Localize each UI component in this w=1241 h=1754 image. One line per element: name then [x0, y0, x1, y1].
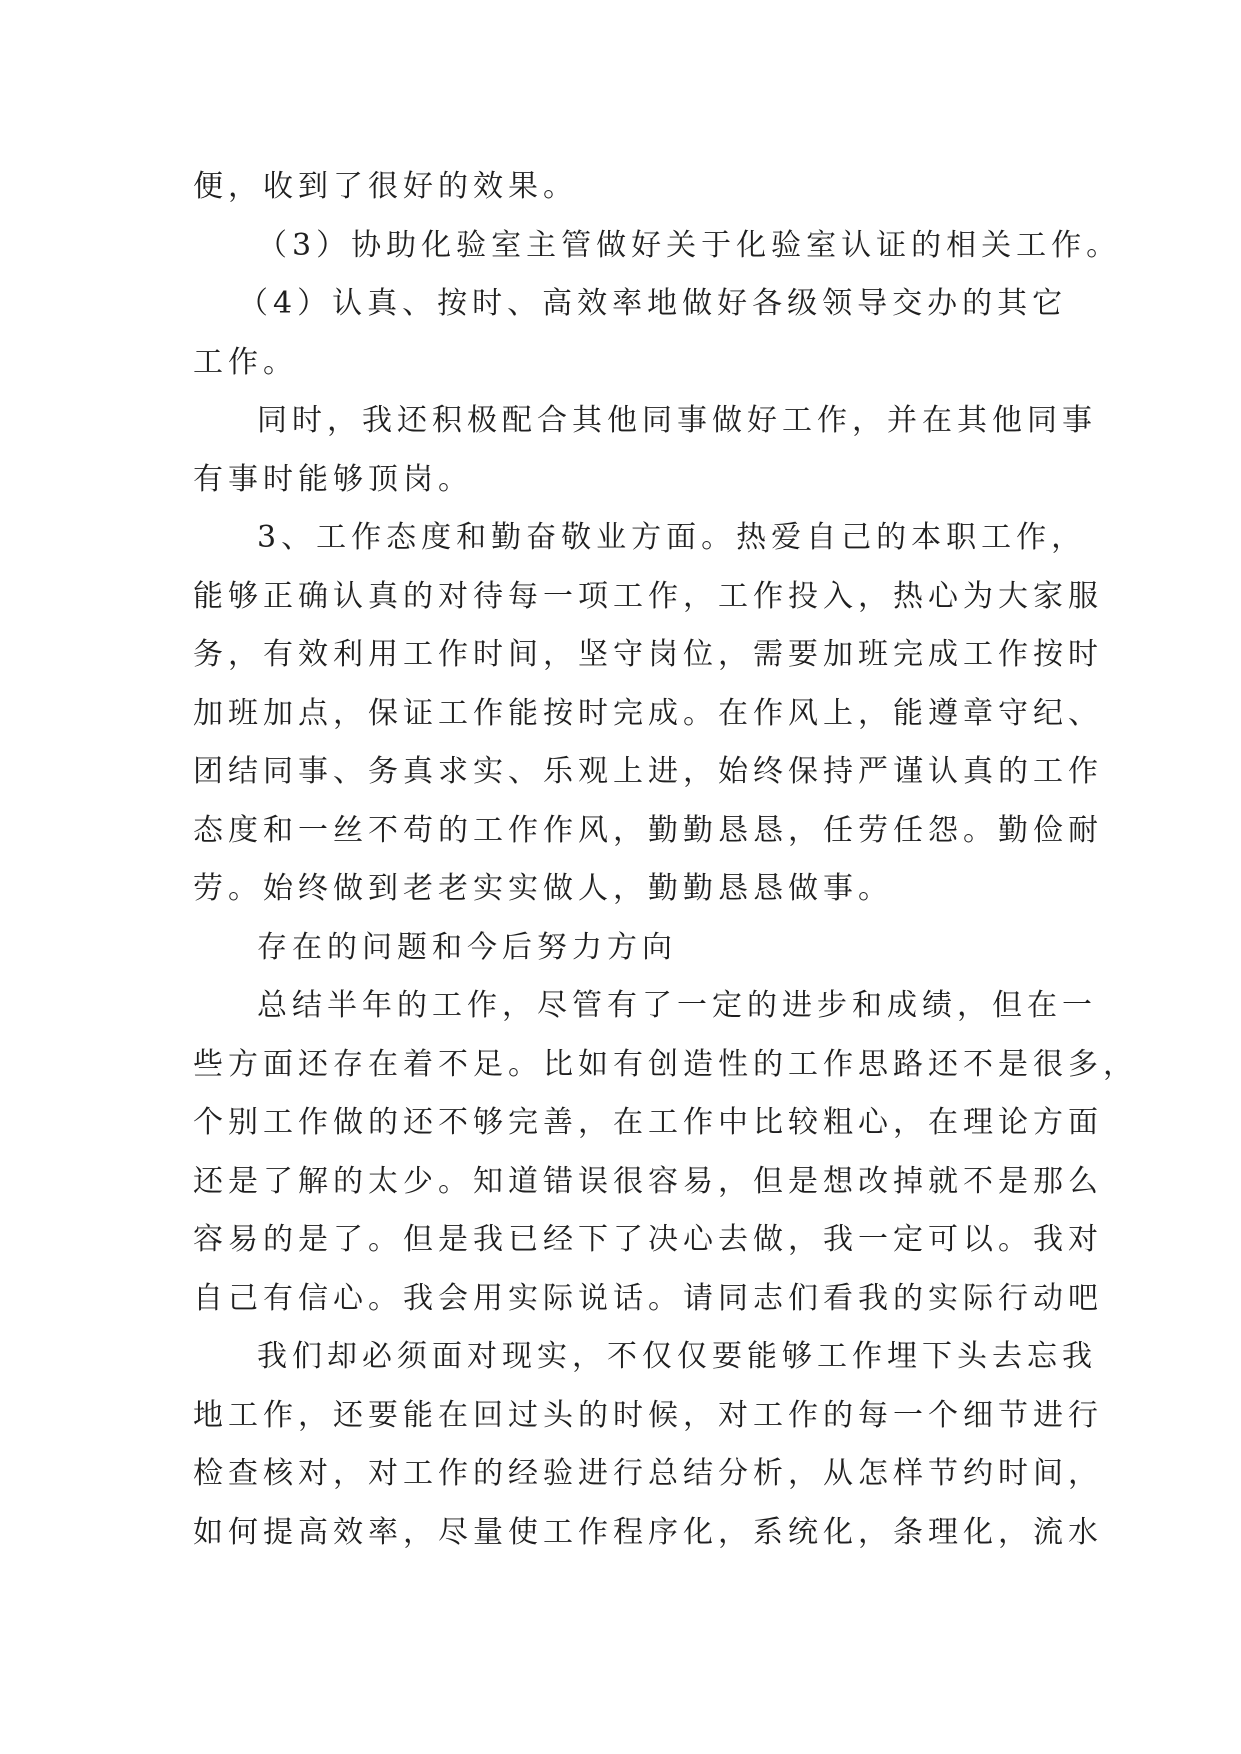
text-line-6: 有事时能够顶岗。	[193, 461, 473, 497]
text-line-8: 能够正确认真的对待每一项工作，工作投入，热心为大家服	[193, 578, 1103, 614]
text-line-13: 劳。始终做到老老实实做人，勤勤恳恳做事。	[193, 871, 893, 906]
text-line-23: 检查核对，对工作的经验进行总结分析，从怎样节约时间，	[193, 1456, 1103, 1491]
text-line-16: 些方面还存在着不足。比如有创造性的工作思路还不是很多，	[193, 1046, 1138, 1082]
text-line-18: 还是了解的太少。知道错误很容易，但是想改掉就不是那么	[193, 1163, 1103, 1199]
text-line-3: （4）认真、按时、高效率地做好各级领导交办的其它	[238, 286, 1068, 321]
text-line-11: 团结同事、务真求实、乐观上进，始终保持严谨认真的工作	[193, 754, 1103, 789]
section-heading: 存在的问题和今后努力方向	[257, 929, 677, 965]
text-line-24: 如何提高效率，尽量使工作程序化，系统化，条理化，流水	[193, 1514, 1103, 1550]
text-line-9: 务，有效利用工作时间，坚守岗位，需要加班完成工作按时	[193, 637, 1103, 672]
text-line-1: 便，收到了很好的效果。	[193, 169, 578, 204]
text-line-17: 个别工作做的还不够完善，在工作中比较粗心，在理论方面	[193, 1105, 1103, 1140]
text-line-15: 总结半年的工作，尽管有了一定的进步和成绩，但在一	[257, 988, 1097, 1023]
text-line-20: 自己有信心。我会用实际说话。请同志们看我的实际行动吧	[193, 1280, 1103, 1316]
text-line-2: （3）协助化验室主管做好关于化验室认证的相关工作。	[257, 227, 1122, 263]
text-line-22: 地工作，还要能在回过头的时候，对工作的每一个细节进行	[193, 1397, 1103, 1433]
text-line-5: 同时，我还积极配合其他同事做好工作，并在其他同事	[257, 403, 1097, 438]
text-line-19: 容易的是了。但是我已经下了决心去做，我一定可以。我对	[193, 1222, 1103, 1257]
text-line-10: 加班加点，保证工作能按时完成。在作风上，能遵章守纪、	[193, 695, 1103, 731]
text-line-4: 工作。	[193, 344, 298, 380]
document-body	[193, 158, 1138, 1562]
text-line-12: 态度和一丝不苟的工作作风，勤勤恳恳，任劳任怨。勤俭耐	[193, 812, 1103, 848]
text-line-21: 我们却必须面对现实，不仅仅要能够工作埋下头去忘我	[257, 1339, 1097, 1374]
text-line-7: 3、工作态度和勤奋敬业方面。热爱自己的本职工作，	[257, 520, 1087, 555]
